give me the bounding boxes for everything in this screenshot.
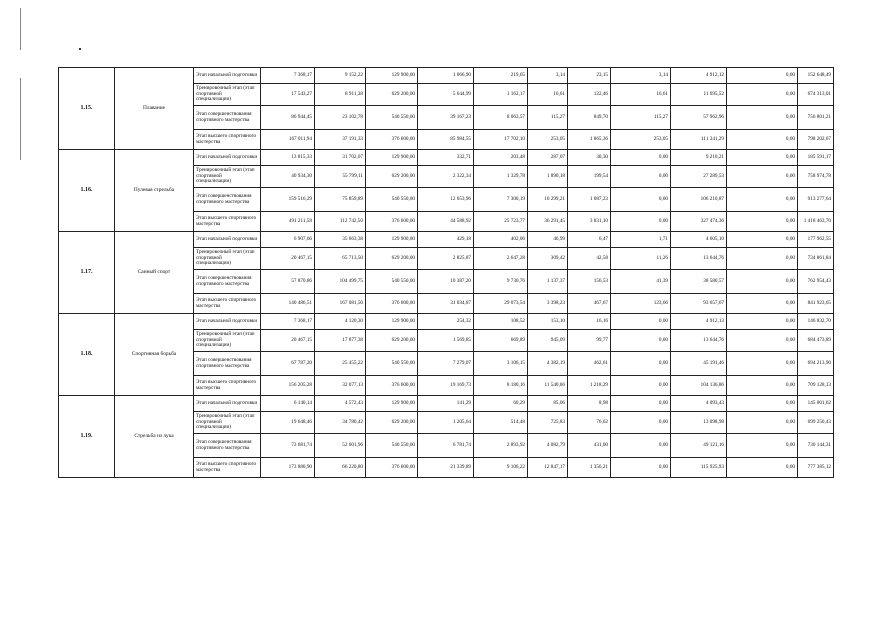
value-cell: 629 200,00: [366, 248, 418, 270]
value-cell: 203,48: [474, 150, 528, 166]
value-cell: 41,39: [611, 270, 671, 294]
value-cell: 2 893,92: [474, 434, 528, 458]
value-cell: 104 499,75: [315, 270, 366, 294]
value-cell: 841 923,65: [798, 294, 834, 314]
value-cell: 1 137,37: [528, 270, 568, 294]
section-code: 1.16.: [59, 150, 115, 232]
value-cell: 46,99: [528, 232, 568, 248]
stage-label: Этап совершенствования спортивного мастерства: [194, 352, 261, 376]
value-cell: 0,00: [727, 130, 798, 150]
section-code: 1.17.: [59, 232, 115, 314]
value-cell: 540 550,00: [366, 434, 418, 458]
value-cell: 8 911,38: [315, 84, 366, 106]
value-cell: 8,98: [568, 396, 611, 412]
section-code: 1.19.: [59, 396, 115, 478]
value-cell: 25 455,22: [315, 352, 366, 376]
value-cell: 0,00: [611, 396, 671, 412]
value-cell: 0,00: [611, 166, 671, 188]
value-cell: 4 912,12: [671, 68, 727, 84]
value-cell: 913 277,64: [798, 188, 834, 212]
value-cell: 67 787,20: [261, 352, 315, 376]
value-cell: 4 382,19: [528, 352, 568, 376]
value-cell: 76,62: [568, 412, 611, 434]
value-cell: 7 300,19: [474, 188, 528, 212]
value-cell: 122,46: [568, 84, 611, 106]
value-cell: 777 385,12: [798, 458, 834, 478]
value-cell: 734 861,84: [798, 248, 834, 270]
value-cell: 629 200,00: [366, 84, 418, 106]
sport-name: Стрельба из лука: [115, 396, 194, 478]
value-cell: 146 832,70: [798, 314, 834, 330]
value-cell: 156,53: [568, 270, 611, 294]
value-cell: 0,00: [611, 434, 671, 458]
value-cell: 0,00: [727, 232, 798, 248]
value-cell: 9 210,21: [671, 150, 727, 166]
value-cell: 55 799,11: [315, 166, 366, 188]
value-cell: 694 213,90: [798, 352, 834, 376]
value-cell: 4 120,30: [315, 314, 366, 330]
value-cell: 11 695,52: [671, 84, 727, 106]
value-cell: 16,16: [568, 314, 611, 330]
value-cell: 0,00: [611, 150, 671, 166]
value-cell: 725,83: [528, 412, 568, 434]
value-cell: 1 066,90: [418, 68, 474, 84]
value-cell: 129 900,00: [366, 68, 418, 84]
value-cell: 93 657,67: [671, 294, 727, 314]
value-cell: 145 001,62: [798, 396, 834, 412]
value-cell: 31 702,07: [315, 150, 366, 166]
stage-label: Этап высшего спортивного мастерства: [194, 458, 261, 478]
value-cell: 514,48: [474, 412, 528, 434]
stage-label: Этап высшего спортивного мастерства: [194, 212, 261, 232]
value-cell: 0,00: [727, 434, 798, 458]
value-cell: 129 900,00: [366, 396, 418, 412]
stage-label: Этап начальной подготовки: [194, 396, 261, 412]
value-cell: 332,71: [418, 150, 474, 166]
value-cell: 66 220,80: [315, 458, 366, 478]
value-cell: 159 516,29: [261, 188, 315, 212]
table-row: [59, 314, 834, 330]
value-cell: 4 572,43: [315, 396, 366, 412]
value-cell: 13 644,76: [671, 248, 727, 270]
value-cell: 35 663,38: [315, 232, 366, 248]
value-cell: 167 081,50: [315, 294, 366, 314]
value-cell: 4 082,79: [528, 434, 568, 458]
value-cell: 11 540,66: [528, 376, 568, 396]
stage-label: Тренировочный этап (этап спортивной специализации): [194, 412, 261, 434]
value-cell: 253,05: [528, 130, 568, 150]
value-cell: 65 713,50: [315, 248, 366, 270]
stage-label: Этап начальной подготовки: [194, 150, 261, 166]
value-cell: 17 702,10: [474, 130, 528, 150]
value-cell: 32 077,13: [315, 376, 366, 396]
value-cell: 141,29: [418, 396, 474, 412]
value-cell: 0,00: [727, 396, 798, 412]
value-cell: 0,00: [611, 212, 671, 232]
value-cell: 112 742,50: [315, 212, 366, 232]
value-cell: 34 780,42: [315, 412, 366, 434]
stage-label: Этап совершенствования спортивного мастерства: [194, 188, 261, 212]
value-cell: 31 034,87: [418, 294, 474, 314]
value-cell: 9 152,22: [315, 68, 366, 84]
value-cell: 376 600,00: [366, 294, 418, 314]
value-cell: 2 322,34: [418, 166, 474, 188]
value-cell: 540 550,00: [366, 270, 418, 294]
value-cell: 9 106,22: [474, 458, 528, 478]
table-row: [59, 150, 834, 166]
table-row: [59, 232, 834, 248]
value-cell: 6 907,66: [261, 232, 315, 248]
value-cell: 0,00: [727, 166, 798, 188]
value-cell: 29 073,54: [474, 294, 528, 314]
value-cell: 6 140,14: [261, 396, 315, 412]
stage-label: Этап высшего спортивного мастерства: [194, 130, 261, 150]
value-cell: 7 368,17: [261, 314, 315, 330]
value-cell: 491 211,58: [261, 212, 315, 232]
value-cell: 2 825,87: [418, 248, 474, 270]
value-cell: 23 102,78: [315, 106, 366, 130]
value-cell: 376 600,00: [366, 376, 418, 396]
value-cell: 0,00: [611, 188, 671, 212]
value-cell: 1 329,78: [474, 166, 528, 188]
value-cell: 0,00: [727, 376, 798, 396]
value-cell: 167 011,94: [261, 130, 315, 150]
stage-label: Этап совершенствования спортивного мастерства: [194, 106, 261, 130]
value-cell: 39 167,23: [418, 106, 474, 130]
value-cell: 60,29: [474, 396, 528, 412]
value-cell: 376 600,00: [366, 458, 418, 478]
value-cell: 467,67: [568, 294, 611, 314]
stage-label: Этап начальной подготовки: [194, 68, 261, 84]
value-cell: 10 387,20: [418, 270, 474, 294]
value-cell: 402,06: [474, 232, 528, 248]
value-cell: 756 801,21: [798, 106, 834, 130]
stage-label: Этап начальной подготовки: [194, 232, 261, 248]
value-cell: 40 934,30: [261, 166, 315, 188]
stage-label: Этап совершенствования спортивного мастерства: [194, 270, 261, 294]
value-cell: 429,18: [418, 232, 474, 248]
value-cell: 669,89: [474, 330, 528, 352]
section-code: 1.15.: [59, 68, 115, 150]
stage-label: Тренировочный этап (этап спортивной специализации): [194, 248, 261, 270]
value-cell: 376 600,00: [366, 212, 418, 232]
value-cell: 3,14: [611, 68, 671, 84]
value-cell: 253,05: [611, 130, 671, 150]
value-cell: 0,00: [727, 84, 798, 106]
value-cell: 0,00: [727, 330, 798, 352]
value-cell: 140 486,51: [261, 294, 315, 314]
value-cell: 152 648,49: [798, 68, 834, 84]
sport-name: Спортивная борьба: [115, 314, 194, 396]
value-cell: 27 289,53: [671, 166, 727, 188]
table-row: [59, 396, 834, 412]
value-cell: 431,00: [568, 434, 611, 458]
value-cell: 7 368,17: [261, 68, 315, 84]
stage-label: Тренировочный этап (этап спортивной специализации): [194, 330, 261, 352]
sport-name: Пулевая стрельба: [115, 150, 194, 232]
value-cell: 173 880,90: [261, 458, 315, 478]
value-cell: 287,07: [528, 150, 568, 166]
value-cell: 1 569,85: [418, 330, 474, 352]
value-cell: 5 644,99: [418, 84, 474, 106]
value-cell: 699 250,43: [798, 412, 834, 434]
value-cell: 1 890,18: [528, 166, 568, 188]
value-cell: 0,00: [727, 314, 798, 330]
value-cell: 13 644,76: [671, 330, 727, 352]
stage-label: Этап начальной подготовки: [194, 314, 261, 330]
value-cell: 106 210,87: [671, 188, 727, 212]
value-cell: 25 723,77: [474, 212, 528, 232]
stage-label: Этап высшего спортивного мастерства: [194, 294, 261, 314]
budget-table: [58, 67, 834, 478]
value-cell: 6 781,74: [418, 434, 474, 458]
value-cell: 12 653,96: [418, 188, 474, 212]
value-cell: 758 974,78: [798, 166, 834, 188]
value-cell: 57 870,86: [261, 270, 315, 294]
value-cell: 0,00: [611, 314, 671, 330]
value-cell: 629 200,00: [366, 166, 418, 188]
value-cell: 730 144,31: [798, 434, 834, 458]
stage-label: Тренировочный этап (этап спортивной специализации): [194, 84, 261, 106]
value-cell: 0,00: [727, 212, 798, 232]
value-cell: 0,00: [727, 248, 798, 270]
value-cell: 3 106,15: [474, 352, 528, 376]
value-cell: 75 859,89: [315, 188, 366, 212]
value-cell: 153,10: [528, 314, 568, 330]
value-cell: 1 418 463,70: [798, 212, 834, 232]
value-cell: 49 121,16: [671, 434, 727, 458]
value-cell: 73 681,74: [261, 434, 315, 458]
value-cell: 115,27: [528, 106, 568, 130]
value-cell: 115 925,93: [671, 458, 727, 478]
value-cell: 1 162,17: [474, 84, 528, 106]
value-cell: 30,30: [568, 150, 611, 166]
value-cell: 8 063,57: [474, 106, 528, 130]
value-cell: 540 550,00: [366, 188, 418, 212]
value-cell: 0,00: [727, 68, 798, 84]
value-cell: 156 205,28: [261, 376, 315, 396]
value-cell: 16,61: [528, 84, 568, 106]
value-cell: 17 877,38: [315, 330, 366, 352]
value-cell: 1 205,64: [418, 412, 474, 434]
left-margin-line-bottom: [20, 78, 21, 160]
value-cell: 1 218,29: [568, 376, 611, 396]
value-cell: 21 339,89: [418, 458, 474, 478]
value-cell: 709 128,13: [798, 376, 834, 396]
value-cell: 945,09: [528, 330, 568, 352]
value-cell: 1,71: [611, 232, 671, 248]
value-cell: 45 191,46: [671, 352, 727, 376]
value-cell: 3 398,23: [528, 294, 568, 314]
value-cell: 23,15: [568, 68, 611, 84]
value-cell: 123,66: [611, 294, 671, 314]
value-cell: 85,06: [528, 396, 568, 412]
value-cell: 17 543,27: [261, 84, 315, 106]
value-cell: 20 467,15: [261, 248, 315, 270]
value-cell: 19 648,46: [261, 412, 315, 434]
value-cell: 108,52: [474, 314, 528, 330]
value-cell: 129 900,00: [366, 150, 418, 166]
value-cell: 44 588,92: [418, 212, 474, 232]
table-row: [59, 68, 834, 84]
value-cell: 10 299,21: [528, 188, 568, 212]
value-cell: 9 730,76: [474, 270, 528, 294]
left-margin-line-top: [20, 8, 21, 50]
value-cell: 0,00: [727, 294, 798, 314]
value-cell: 0,00: [611, 412, 671, 434]
value-cell: 0,00: [727, 458, 798, 478]
value-cell: 13 815,33: [261, 150, 315, 166]
value-cell: 629 200,00: [366, 330, 418, 352]
value-cell: 4 093,43: [671, 396, 727, 412]
value-cell: 38 580,57: [671, 270, 727, 294]
value-cell: 1 356,21: [568, 458, 611, 478]
value-cell: 20 467,15: [261, 330, 315, 352]
value-cell: 762 954,43: [798, 270, 834, 294]
value-cell: 185 591,17: [798, 150, 834, 166]
value-cell: 0,00: [727, 106, 798, 130]
value-cell: 674 313,01: [798, 84, 834, 106]
value-cell: 0,00: [727, 188, 798, 212]
value-cell: 129 900,00: [366, 314, 418, 330]
value-cell: 327 474,36: [671, 212, 727, 232]
value-cell: 0,00: [611, 352, 671, 376]
value-cell: 219,65: [474, 68, 528, 84]
value-cell: 13 098,98: [671, 412, 727, 434]
stage-label: Тренировочный этап (этап спортивной специализации): [194, 166, 261, 188]
value-cell: 309,42: [528, 248, 568, 270]
stage-label: Этап совершенствования спортивного мастерства: [194, 434, 261, 458]
value-cell: 4 912,13: [671, 314, 727, 330]
value-cell: 177 962,55: [798, 232, 834, 248]
value-cell: 1 865,36: [568, 130, 611, 150]
section-code: 1.18.: [59, 314, 115, 396]
value-cell: 540 550,00: [366, 106, 418, 130]
value-cell: 4 605,10: [671, 232, 727, 248]
value-cell: 7 279,07: [418, 352, 474, 376]
value-cell: 52 601,96: [315, 434, 366, 458]
value-cell: 0,00: [727, 150, 798, 166]
value-cell: 8 180,16: [474, 376, 528, 396]
value-cell: 3 831,10: [568, 212, 611, 232]
sport-name: Плавание: [115, 68, 194, 150]
value-cell: 1 087,23: [568, 188, 611, 212]
value-cell: 376 600,00: [366, 130, 418, 150]
scan-speck: [79, 48, 81, 50]
value-cell: 99,77: [568, 330, 611, 352]
value-cell: 629 200,00: [366, 412, 418, 434]
value-cell: 36 291,45: [528, 212, 568, 232]
value-cell: 3,14: [528, 68, 568, 84]
value-cell: 19 169,73: [418, 376, 474, 396]
value-cell: 0,00: [727, 270, 798, 294]
value-cell: 540 550,00: [366, 352, 418, 376]
value-cell: 42,58: [568, 248, 611, 270]
value-cell: 798 202,67: [798, 130, 834, 150]
value-cell: 111 341,29: [671, 130, 727, 150]
value-cell: 12 847,17: [528, 458, 568, 478]
value-cell: 254,32: [418, 314, 474, 330]
value-cell: 86 944,45: [261, 106, 315, 130]
value-cell: 684 473,89: [798, 330, 834, 352]
value-cell: 0,00: [611, 376, 671, 396]
sport-name: Санный спорт: [115, 232, 194, 314]
value-cell: 199,54: [568, 166, 611, 188]
value-cell: 129 900,00: [366, 232, 418, 248]
value-cell: 0,00: [727, 412, 798, 434]
value-cell: 11,26: [611, 248, 671, 270]
value-cell: 6,47: [568, 232, 611, 248]
value-cell: 104 136,86: [671, 376, 727, 396]
value-cell: 2 647,28: [474, 248, 528, 270]
value-cell: 0,00: [611, 458, 671, 478]
value-cell: 16,61: [611, 84, 671, 106]
value-cell: 849,70: [568, 106, 611, 130]
value-cell: 85 984,55: [418, 130, 474, 150]
value-cell: 115,27: [611, 106, 671, 130]
value-cell: 0,00: [611, 330, 671, 352]
value-cell: 0,00: [727, 352, 798, 376]
value-cell: 57 962,96: [671, 106, 727, 130]
value-cell: 462,61: [568, 352, 611, 376]
value-cell: 37 191,33: [315, 130, 366, 150]
stage-label: Этап высшего спортивного мастерства: [194, 376, 261, 396]
